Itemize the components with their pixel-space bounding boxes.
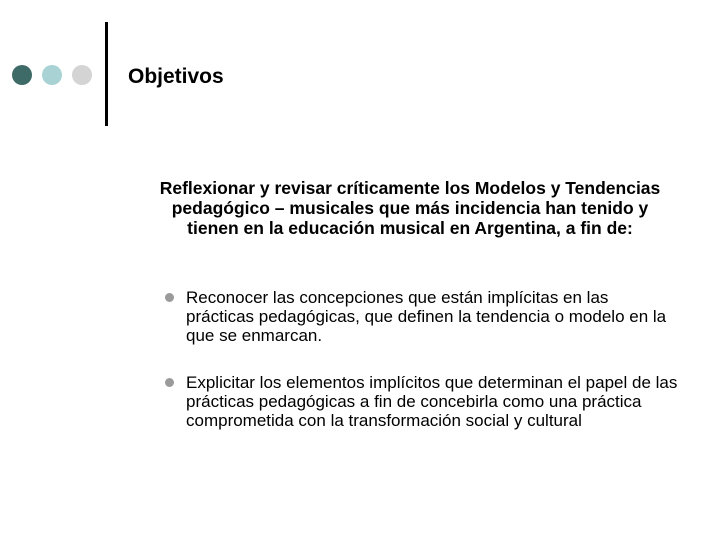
decorative-dot-gray-icon (72, 65, 92, 85)
objectives-list (160, 288, 680, 458)
bullet-dot-icon (165, 378, 174, 387)
list-item (160, 288, 680, 345)
title-divider (105, 22, 108, 126)
intro-paragraph: Reflexionar y revisar críticamente los Modelos y Tendencias pedagógico – musicales que más incidencia han tenido y tienen en la educación musical en Argentina, a fin de: (159, 178, 661, 238)
list-item (160, 373, 680, 430)
bullet-dot-icon (165, 293, 174, 302)
slide-title: Objetivos (128, 65, 224, 88)
decorative-dot-dark-icon (12, 65, 32, 85)
decorative-dot-teal-icon (42, 65, 62, 85)
list-item-text: Reconocer las concepciones que están implícitas en las prácticas pedagógicas, que definen la tendencia o modelo en la que se enmarcan. (186, 288, 667, 345)
list-item-text: Explicitar los elementos implícitos que determinan el papel de las prácticas pedagógicas a fin de concebirla como una práctica comprometida con la transformación social y cultural (186, 373, 678, 430)
